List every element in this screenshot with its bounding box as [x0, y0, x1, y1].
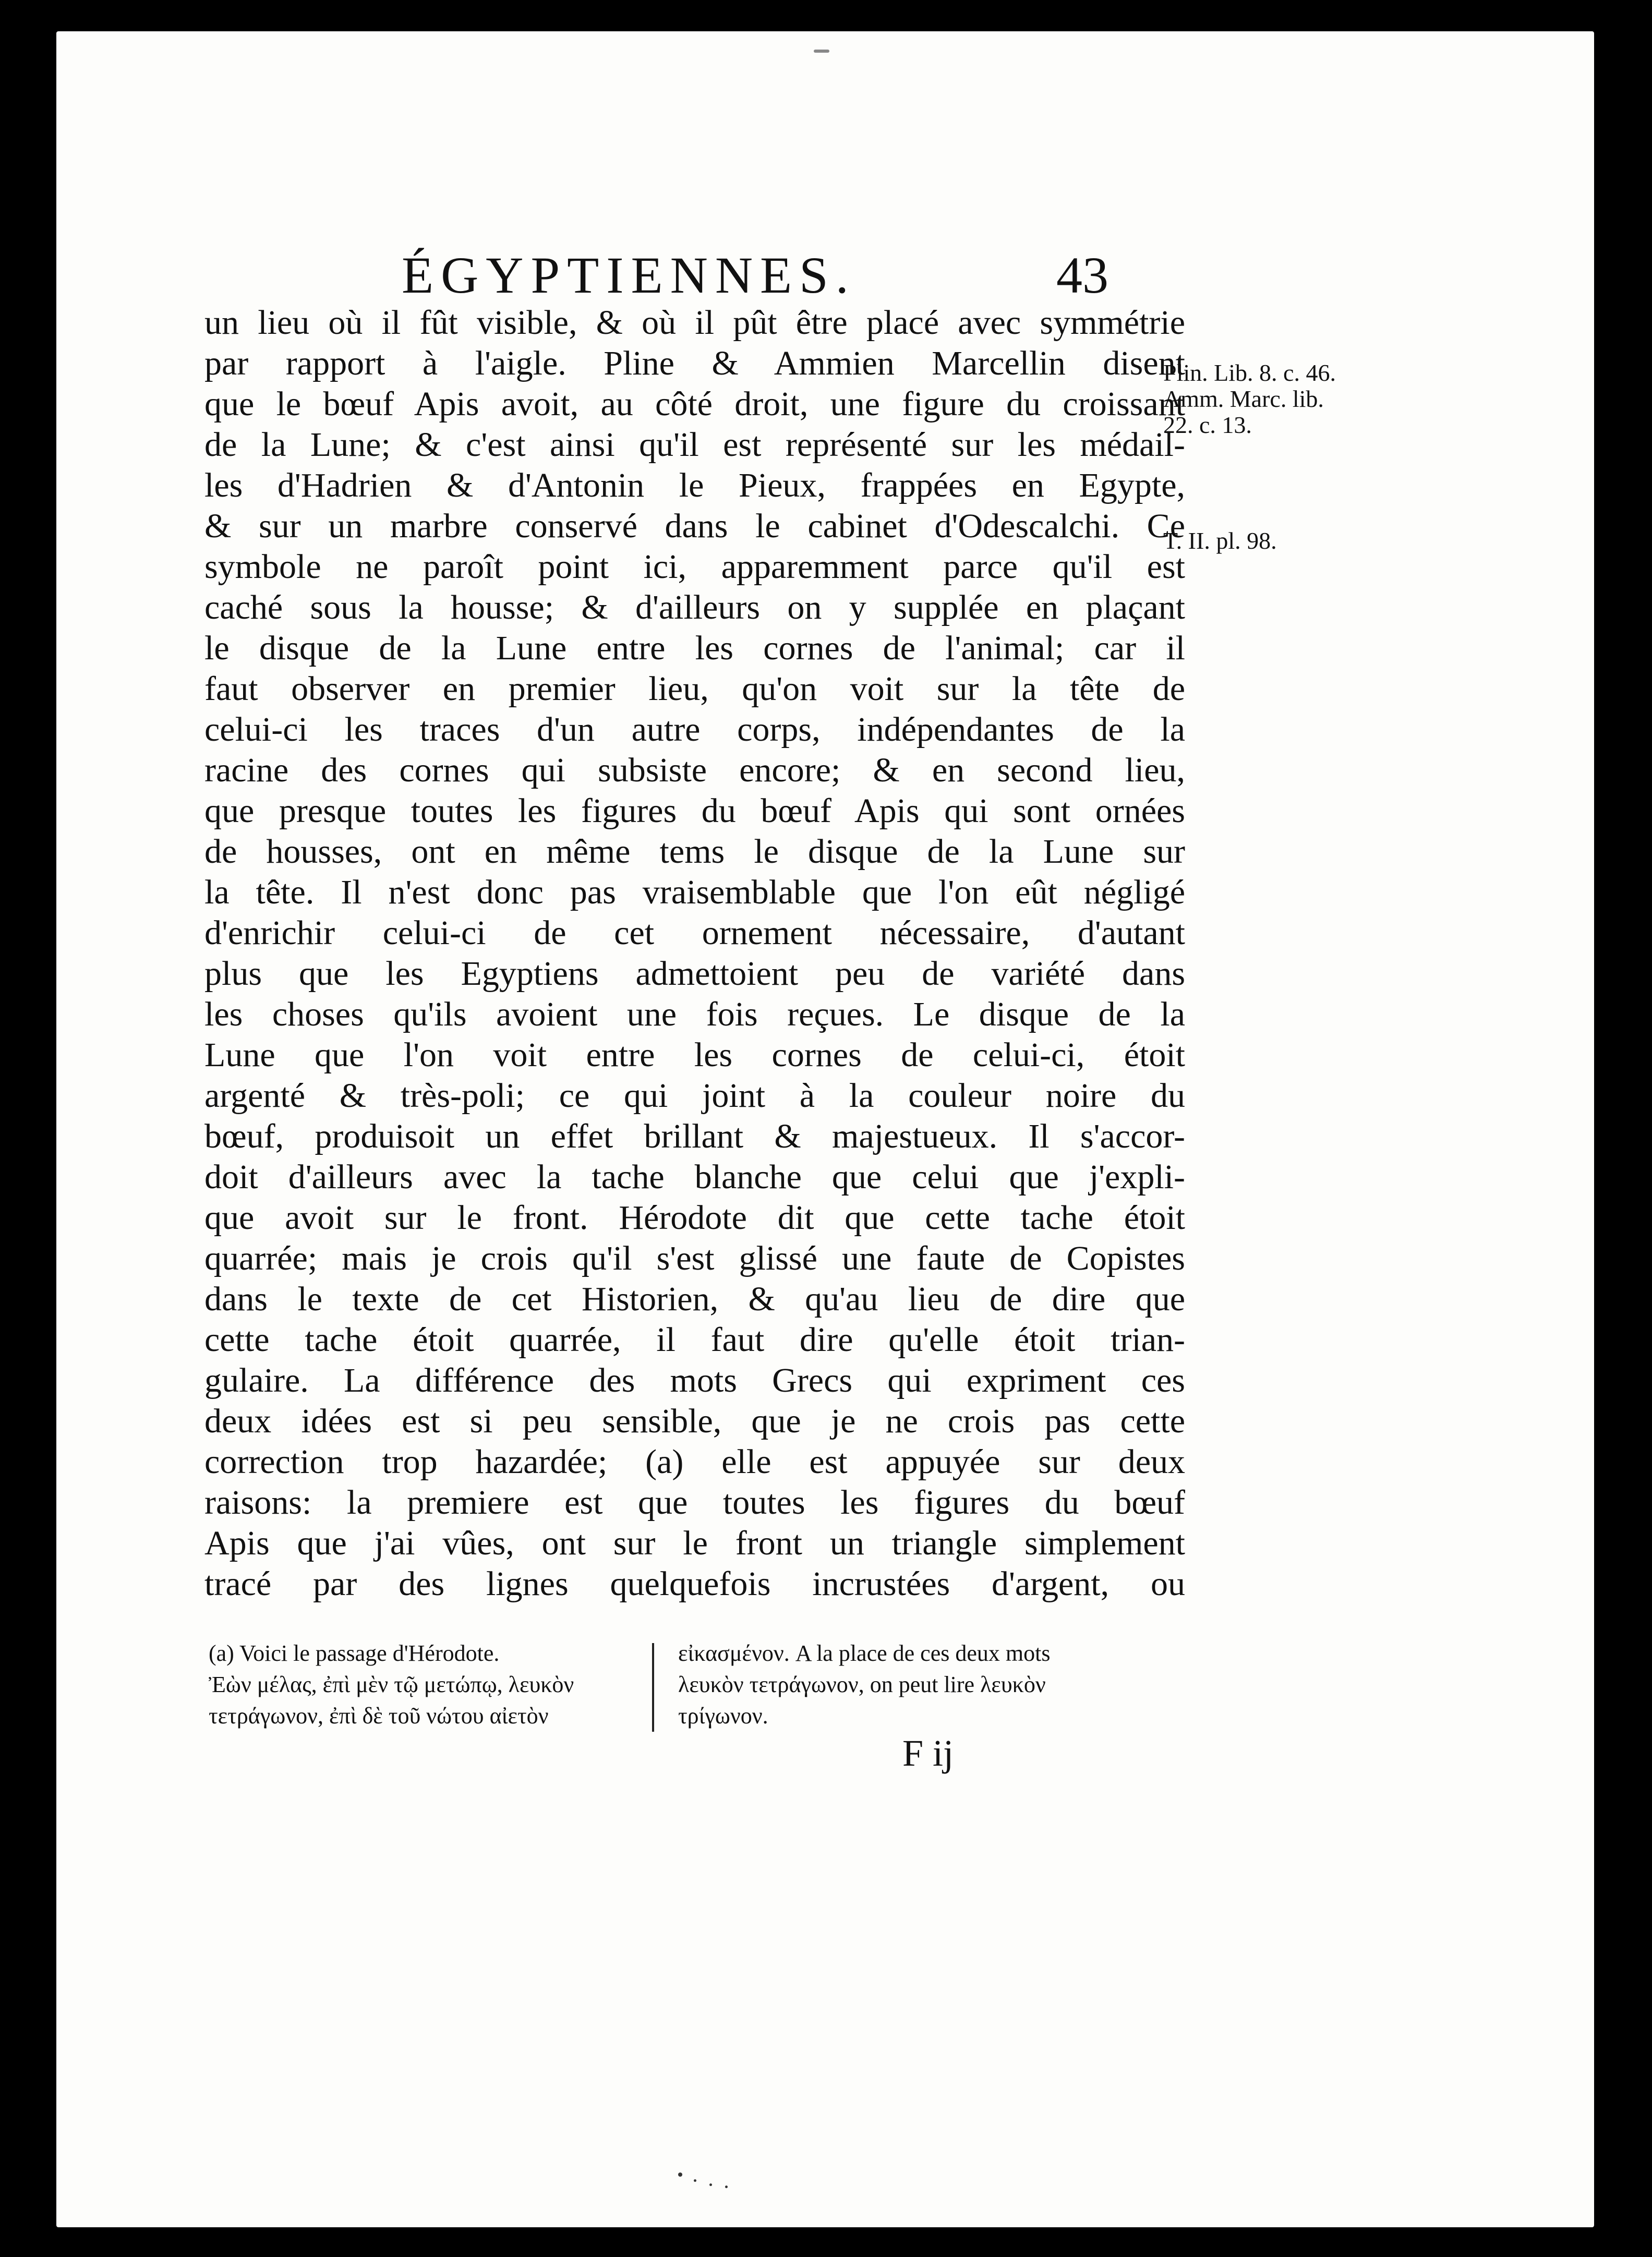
body-line: Lune que l'on voit entre les cornes de celui-ci, étoit	[204, 1036, 1185, 1074]
body-line: & sur un marbre conservé dans le cabinet d'Odescalchi. Ce	[204, 507, 1185, 545]
footnote-right-column	[678, 1638, 1142, 1732]
body-line: caché sous la housse; & d'ailleurs on y supplée en plaçant	[204, 588, 1185, 626]
body-line: deux idées est si peu sensible, que je ne crois pas cette	[204, 1402, 1185, 1440]
body-line: bœuf, produisoit un effet brillant & majestueux. Il s'accor-	[204, 1117, 1185, 1155]
footnote-column-divider	[652, 1643, 654, 1732]
body-line: faut observer en premier lieu, qu'on voit sur la tête de	[204, 670, 1185, 708]
body-line: symbole ne paroît point ici, apparemment parce qu'il est	[204, 548, 1185, 586]
margin-notes	[1163, 360, 1382, 554]
running-head	[0, 245, 1652, 308]
margin-note-ammianus-ref: 22. c. 13.	[1163, 412, 1252, 438]
body-line: par rapport à l'aigle. Pline & Ammien Marcellin disent	[204, 344, 1185, 382]
body-line: que presque toutes les figures du bœuf Apis qui sont ornées	[204, 792, 1185, 830]
body-line: quarrée; mais je crois qu'il s'est glissé une faute de Copistes	[204, 1239, 1185, 1277]
footnote-line: λευκὸν τετράγωνον, on peut lire λευκὸν	[678, 1672, 1046, 1697]
footnote-line: τετράγωνον, ἐπὶ δὲ τοῦ νώτου αἰετὸν	[209, 1703, 549, 1729]
body-line: le disque de la Lune entre les cornes de l'animal; car il	[204, 629, 1185, 667]
footnote-line: εἰκασμένον. A la place de ces deux mots	[678, 1640, 1051, 1666]
body-line: un lieu où il fût visible, & où il pût être placé avec symmétrie	[204, 304, 1185, 342]
body-line: gulaire. La différence des mots Grecs qui expriment ces	[204, 1361, 1185, 1399]
footnote-line: (a) Voici le passage d'Hérodote.	[209, 1640, 500, 1666]
body-line: doit d'ailleurs avec la tache blanche que celui que j'expli-	[204, 1158, 1185, 1196]
body-line: les d'Hadrien & d'Antonin le Pieux, frappées en Egypte,	[204, 466, 1185, 504]
body-line: que le bœuf Apis avoit, au côté droit, une figure du croissant	[204, 385, 1185, 423]
page-number: 43	[1056, 246, 1108, 304]
body-line: plus que les Egyptiens admettoient peu de variété dans	[204, 955, 1185, 993]
body-line: la tête. Il n'est donc pas vraisemblable que l'on eût négligé	[204, 873, 1185, 911]
signature-mark: F ij	[902, 1732, 954, 1774]
body-line: Apis que j'ai vûes, ont sur le front un triangle simplement	[204, 1524, 1185, 1562]
body-line: dans le texte de cet Historien, & qu'au lieu de dire que	[204, 1280, 1185, 1318]
paper-speck	[678, 2172, 682, 2177]
margin-note-plate: T. II. pl. 98.	[1163, 527, 1277, 554]
body-line: argenté & très-poli; ce qui joint à la couleur noire du	[204, 1077, 1185, 1115]
body-line: d'enrichir celui-ci de cet ornement nécessaire, d'autant	[204, 914, 1185, 952]
body-line: racine des cornes qui subsiste encore; & en second lieu,	[204, 751, 1185, 789]
body-line: tracé par des lignes quelquefois incrustées d'argent, ou	[204, 1565, 1185, 1603]
footnote-line: Ἐὼν μέλας, ἐπὶ μὲν τῷ μετώπῳ, λευκὸν	[209, 1672, 574, 1697]
paper-speck	[709, 2183, 712, 2186]
footnote-left-column	[209, 1638, 631, 1732]
paper-speck	[725, 2186, 728, 2188]
margin-note-ammianus: Amm. Marc. lib.	[1163, 385, 1324, 412]
body-line: cette tache étoit quarrée, il faut dire qu'elle étoit trian-	[204, 1321, 1185, 1359]
body-line: correction trop hazardée; (a) elle est appuyée sur deux	[204, 1443, 1185, 1481]
body-line: de la Lune; & c'est ainsi qu'il est représenté sur les médail-	[204, 426, 1185, 464]
body-line: raisons: la premiere est que toutes les figures du bœuf	[204, 1483, 1185, 1522]
running-title: ÉGYPTIENNES.	[402, 246, 856, 304]
paper-speck	[814, 50, 829, 53]
body-line: de housses, ont en même tems le disque de la Lune sur	[204, 832, 1185, 871]
paper-speck	[694, 2179, 696, 2182]
body-text	[204, 303, 1185, 1604]
body-line: que avoit sur le front. Hérodote dit que cette tache étoit	[204, 1199, 1185, 1237]
footnote-line: τρίγωνον.	[678, 1703, 768, 1729]
margin-note-pliny: Plin. Lib. 8. c. 46.	[1163, 359, 1336, 386]
body-line: les choses qu'ils avoient une fois reçues. Le disque de la	[204, 995, 1185, 1033]
body-line: celui-ci les traces d'un autre corps, indépendantes de la	[204, 710, 1185, 749]
